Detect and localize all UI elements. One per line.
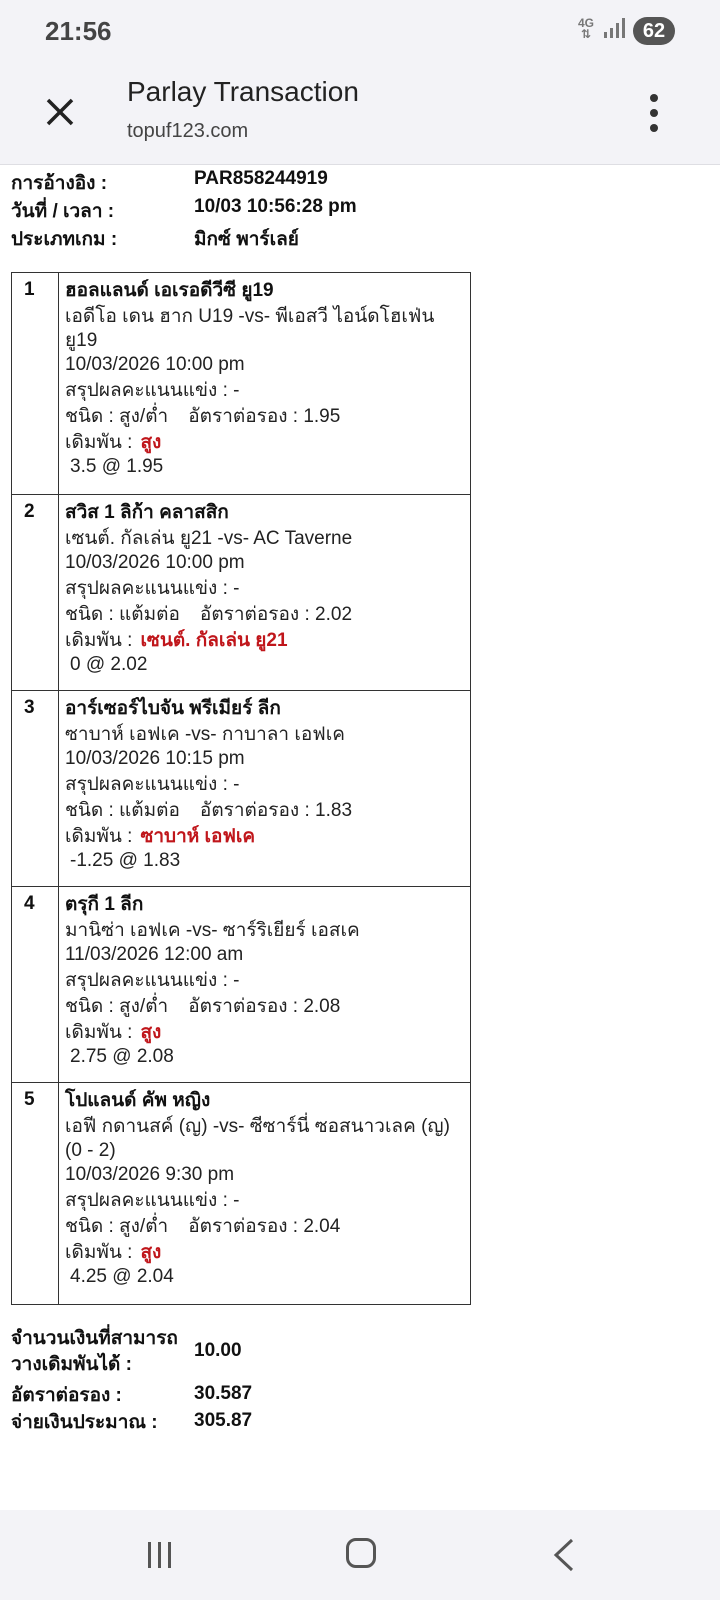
summary-label: จำนวนเงินที่สามารถวางเดิมพันได้ :: [11, 1328, 178, 1375]
page-url: topuf123.com: [127, 120, 249, 142]
bet-result: สรุปผลคะแนนแข่ง : -: [65, 970, 240, 991]
bet-match: มานิซ่า เอฟเค -vs- ซาร์ริเยียร์ เอสเค: [65, 920, 360, 941]
summary-value: 10.00: [194, 1340, 242, 1361]
bet-result: สรุปผลคะแนนแข่ง : -: [65, 1190, 240, 1211]
bet-datetime: 10/03/2026 9:30 pm: [65, 1164, 235, 1185]
info-label: การอ้างอิง :: [11, 173, 108, 194]
bet-line: -1.25 @ 1.83: [70, 850, 181, 871]
bet-result: สรุปผลคะแนนแข่ง : -: [65, 578, 240, 599]
bet-datetime: 10/03/2026 10:00 pm: [65, 552, 245, 573]
info-label: วันที่ / เวลา :: [11, 201, 115, 222]
bet-match: เซนต์. กัลเล่น ยู21 -vs- AC Taverne: [65, 528, 353, 549]
bet-number: 2: [12, 495, 59, 690]
bet-row: [12, 691, 470, 887]
bet-type: ชนิด : แต้มต่อ: [65, 604, 180, 625]
back-icon[interactable]: [552, 1538, 576, 1572]
home-icon[interactable]: [346, 1538, 376, 1568]
bet-number: 1: [12, 273, 59, 494]
bet-label: เดิมพัน :: [65, 630, 133, 651]
bet-number: 3: [12, 691, 59, 886]
bet-row: [12, 1083, 470, 1304]
bet-result: สรุปผลคะแนนแข่ง : -: [65, 774, 240, 795]
bet-label: เดิมพัน :: [65, 826, 133, 847]
battery-indicator: 62: [633, 17, 675, 45]
bet-line: 4.25 @ 2.04: [70, 1266, 174, 1287]
bet-line: 0 @ 2.02: [70, 654, 148, 675]
bet-league: สวิส 1 ลิก้า คลาสสิก: [65, 502, 229, 523]
summary-label: อัตราต่อรอง :: [11, 1385, 122, 1406]
bet-pick: เซนต์. กัลเล่น ยู21: [140, 630, 288, 651]
bet-datetime: 10/03/2026 10:00 pm: [65, 354, 245, 375]
status-time: 21:56: [45, 16, 112, 46]
bet-line: 2.75 @ 2.08: [70, 1046, 174, 1067]
bet-label: เดิมพัน :: [65, 1242, 133, 1263]
bet-type: ชนิด : สูง/ต่ำ: [65, 406, 169, 427]
bet-match: เอดีโอ เดน ฮาก U19 -vs- พีเอสวี ไอน์ดโฮเฟ่น ยู19: [65, 306, 435, 351]
bet-league: อาร์เซอร์ไบจัน พรีเมียร์ ลีก: [65, 698, 281, 719]
more-options-icon[interactable]: [646, 92, 662, 134]
bet-pick: สูง: [140, 1242, 162, 1263]
info-label: ประเภทเกม :: [11, 229, 118, 250]
info-value: 10/03 10:56:28 pm: [194, 196, 357, 217]
bet-pick: สูง: [140, 1022, 162, 1043]
bet-odds: อัตราต่อรอง : 1.83: [199, 800, 353, 821]
bet-type: ชนิด : แต้มต่อ: [65, 800, 180, 821]
summary-label: จ่ายเงินประมาณ :: [11, 1412, 158, 1433]
bet-label: เดิมพัน :: [65, 1022, 133, 1043]
status-bar: [0, 0, 720, 62]
bet-odds: อัตราต่อรอง : 2.04: [188, 1216, 341, 1237]
bet-odds: อัตราต่อรอง : 2.08: [188, 996, 341, 1017]
bet-type: ชนิด : สูง/ต่ำ: [65, 996, 169, 1017]
bet-datetime: 11/03/2026 12:00 am: [65, 944, 244, 965]
bet-pick: สูง: [140, 432, 162, 453]
bets-table: [11, 272, 471, 1305]
bet-number: 4: [12, 887, 59, 1082]
bet-row: [12, 887, 470, 1083]
page-title: Parlay Transaction: [127, 76, 359, 107]
recent-apps-icon[interactable]: [145, 1540, 175, 1570]
bet-type: ชนิด : สูง/ต่ำ: [65, 1216, 169, 1237]
info-value: PAR858244919: [194, 168, 328, 189]
bet-label: เดิมพัน :: [65, 432, 133, 453]
bet-datetime: 10/03/2026 10:15 pm: [65, 748, 245, 769]
network-type: 4G: [577, 16, 594, 30]
bet-league: ตรุกี 1 ลีก: [65, 894, 144, 915]
summary-value: 305.87: [194, 1410, 253, 1431]
system-nav-bar: [0, 1510, 720, 1600]
bet-match: เอฟี กดานสค์ (ญ) -vs- ซีซาร์นี่ ซอสนาวเลค (ญ) (0 - 2): [65, 1116, 450, 1161]
summary-value: 30.587: [194, 1383, 253, 1404]
bet-pick: ซาบาห์ เอฟเค: [140, 826, 256, 847]
bet-odds: อัตราต่อรอง : 2.02: [199, 604, 353, 625]
bet-odds: อัตราต่อรอง : 1.95: [188, 406, 341, 427]
bet-line: 3.5 @ 1.95: [70, 456, 164, 477]
bet-match: ซาบาห์ เอฟเค -vs- กาบาลา เอฟเค: [65, 724, 345, 745]
close-icon[interactable]: [38, 90, 82, 134]
info-value: มิกซ์ พาร์เลย์: [194, 229, 299, 250]
bet-league: โปแลนด์ คัพ หญิง: [65, 1090, 211, 1111]
bet-row: [12, 495, 470, 691]
bet-result: สรุปผลคะแนนแข่ง : -: [65, 380, 240, 401]
app-bar: [0, 62, 720, 165]
bet-league: ฮอลแลนด์ เอเรอดีวีซี ยู19: [65, 280, 274, 301]
signal-icon: [602, 16, 628, 40]
bet-row: [12, 273, 470, 495]
bet-number: 5: [12, 1083, 59, 1304]
network-indicator: 4G ⇅: [577, 16, 594, 41]
